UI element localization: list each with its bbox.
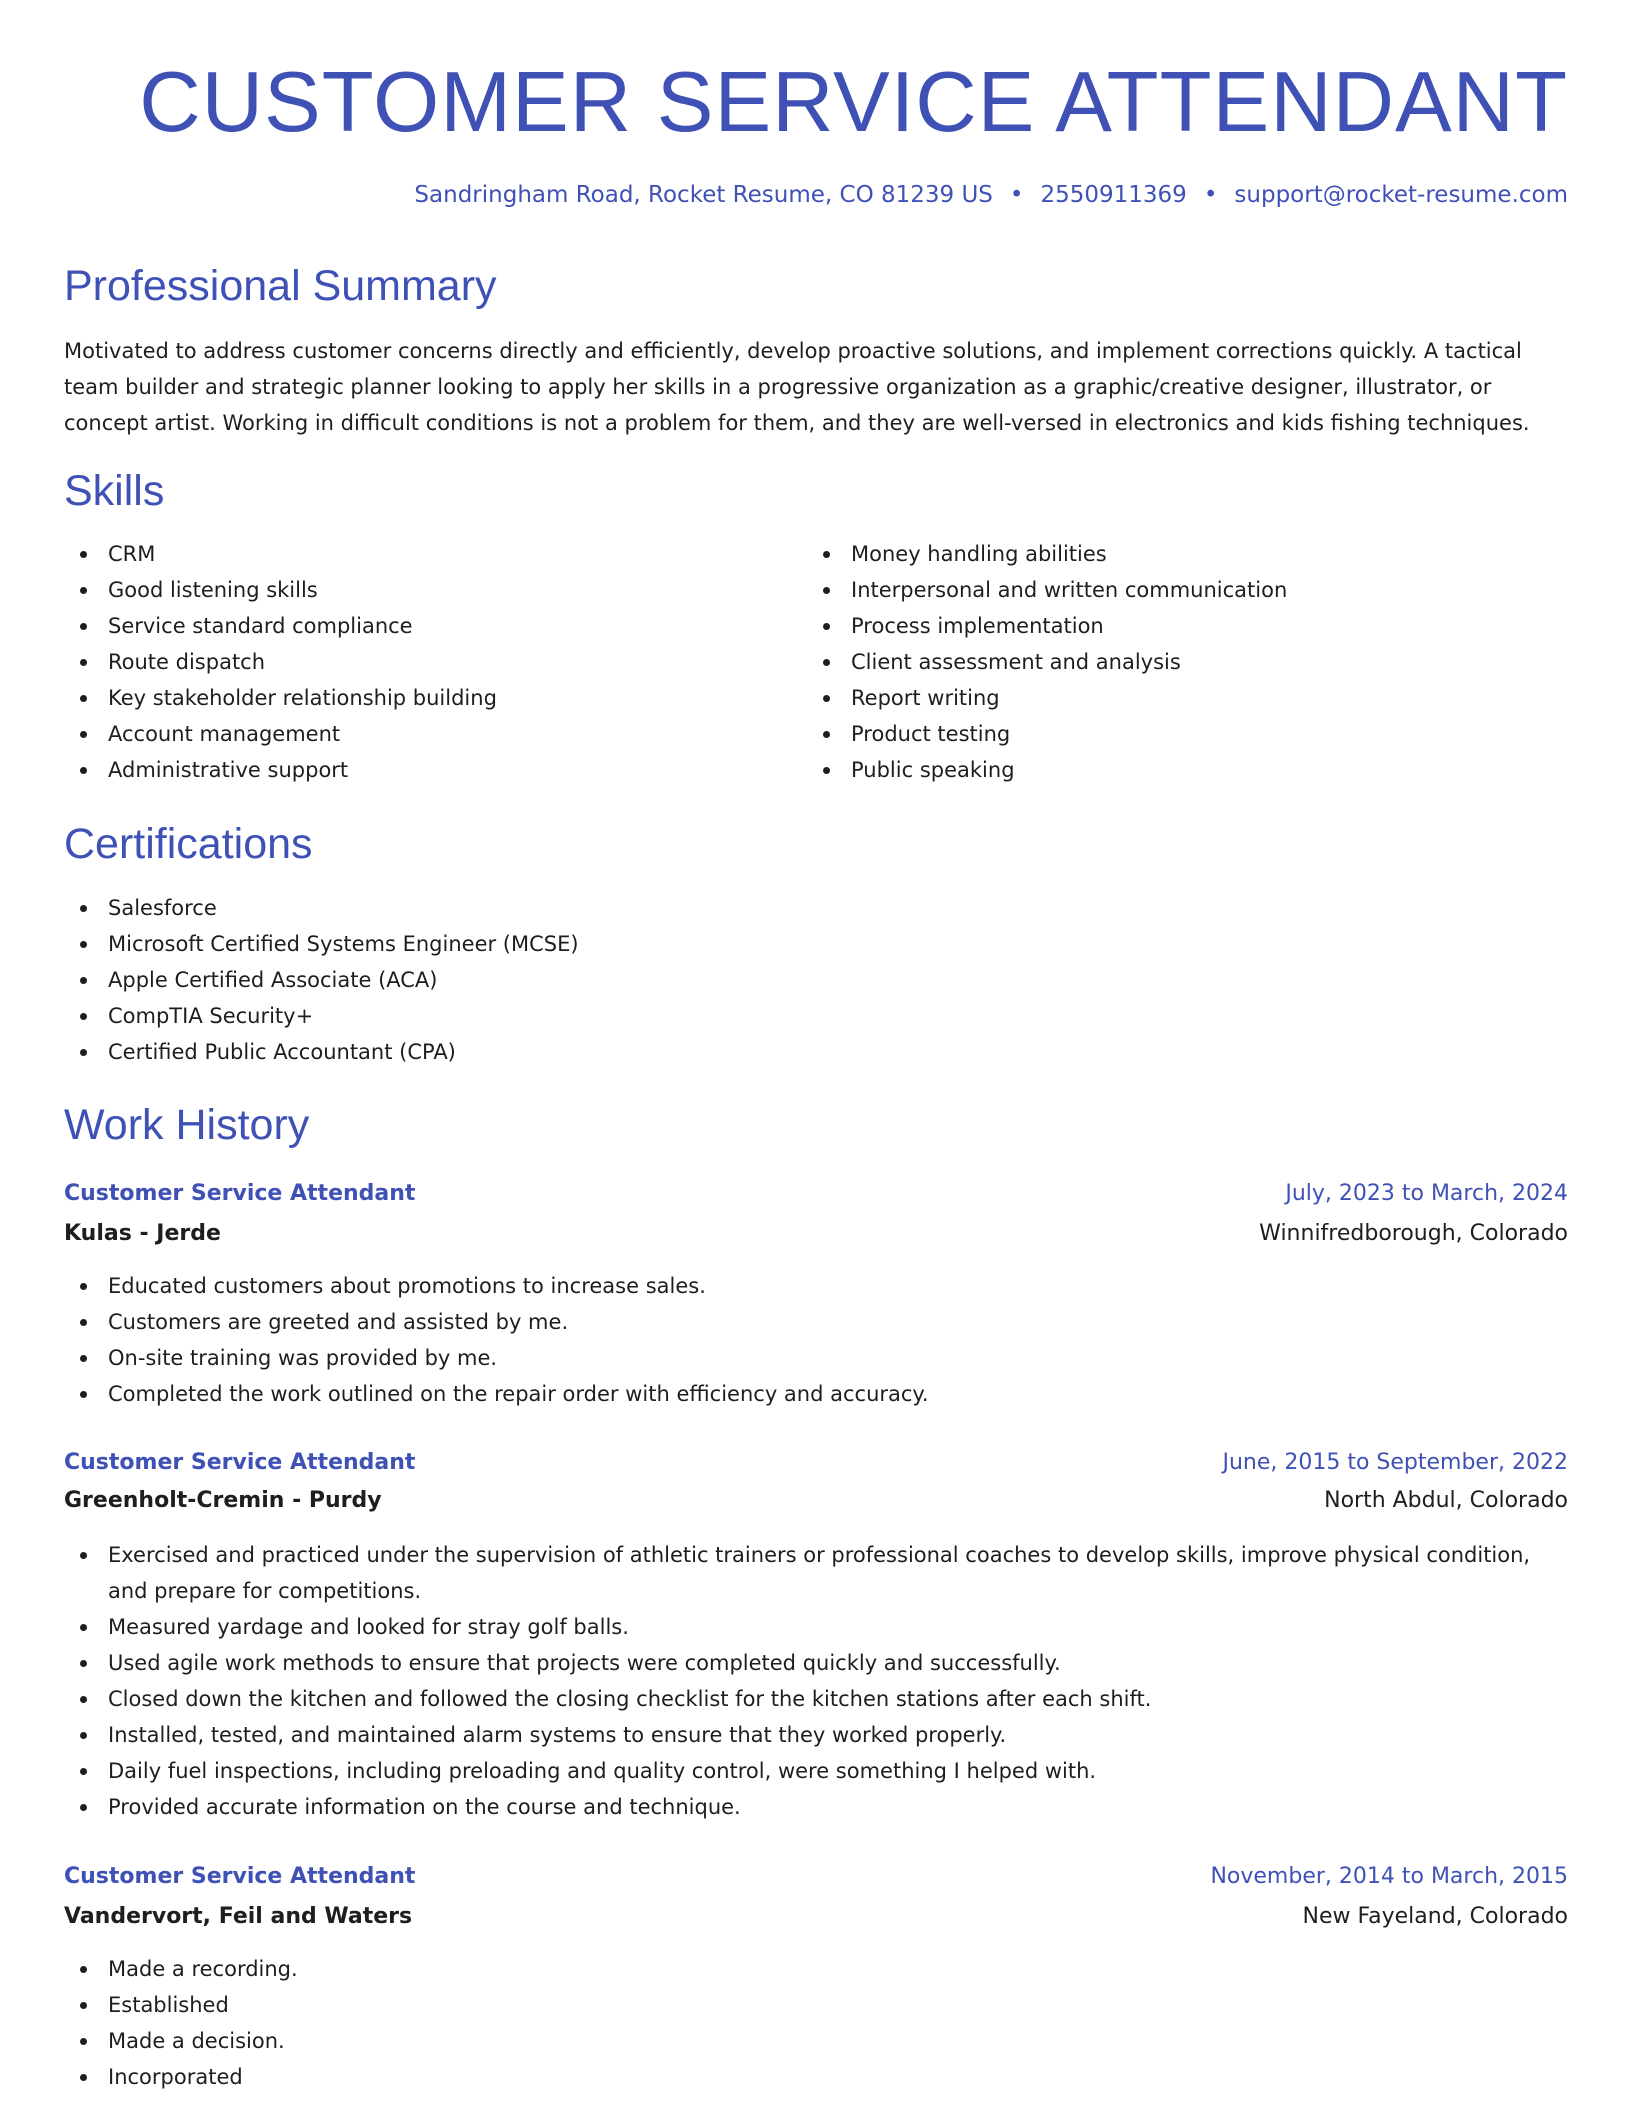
job-duty-item: Installed, tested, and maintained alarm systems to ensure that they worked properly. [64, 1717, 1568, 1753]
phone-text: 2550911369 [1040, 182, 1187, 208]
job-location: North Abdul, Colorado [1324, 1488, 1568, 1513]
certification-item: CompTIA Security+ [64, 998, 1064, 1034]
job-title: Customer Service Attendant [64, 1864, 416, 1889]
skill-item: CRM [64, 536, 764, 572]
job-title-row [64, 1176, 1568, 1212]
job-title: Customer Service Attendant [64, 1181, 416, 1206]
job-company-row [64, 1216, 1568, 1252]
candidate-name-heading: CUSTOMER SERVICE ATTENDANT [139, 55, 1568, 150]
job-duty-item: Daily fuel inspections, including preloading and quality control, were something I helped with. [64, 1753, 1568, 1789]
email-link[interactable]: support@rocket-resume.com [1234, 182, 1568, 208]
job-duties-list [64, 1951, 1568, 2095]
skill-item: Key stakeholder relationship building [64, 680, 764, 716]
job-company: Greenholt-Cremin - Purdy [64, 1488, 382, 1513]
professional-summary-text: Motivated to address customer concerns directly and efficiently, develop proactive solutions, and implement corrections quickly. A tactical team builder and strategic planner looking to apply her skills in a progressive organization as a graphic/creative designer, illustrator, or concept artist. Working in difficult conditions is not a problem for them, and they are well-versed in electronics and kids fishing techniques. [64, 339, 1530, 435]
certification-item: Apple Certified Associate (ACA) [64, 962, 1064, 998]
skills-heading: Skills [64, 467, 165, 515]
job-title-row [64, 1859, 1568, 1895]
job-title: Customer Service Attendant [64, 1450, 416, 1475]
skill-item: Product testing [807, 716, 1507, 752]
job-duty-item: Made a recording. [64, 1951, 1568, 1987]
skill-item: Service standard compliance [64, 608, 764, 644]
job-duties-list [64, 1537, 1568, 1825]
skill-item: Report writing [807, 680, 1507, 716]
skill-item: Public speaking [807, 752, 1507, 788]
job-duty-item: Closed down the kitchen and followed the closing checklist for the kitchen stations after each shift. [64, 1681, 1568, 1717]
skill-item: Process implementation [807, 608, 1507, 644]
job-location: Winnifredborough, Colorado [1259, 1221, 1568, 1246]
job-dates: November, 2014 to March, 2015 [1210, 1864, 1568, 1889]
skill-item: Route dispatch [64, 644, 764, 680]
skill-item: Good listening skills [64, 572, 764, 608]
skill-item: Administrative support [64, 752, 764, 788]
skill-item: Interpersonal and written communication [807, 572, 1507, 608]
job-dates: July, 2023 to March, 2024 [1285, 1181, 1568, 1206]
certification-item: Salesforce [64, 890, 1064, 926]
job-title-row [64, 1445, 1568, 1481]
skills-list-right [807, 536, 1507, 788]
skill-item: Client assessment and analysis [807, 644, 1507, 680]
job-duties-list [64, 1268, 1568, 1412]
job-company-row [64, 1899, 1568, 1935]
certification-item: Certified Public Accountant (CPA) [64, 1034, 1064, 1070]
skills-list-left [64, 536, 764, 788]
contact-separator: • [1203, 182, 1218, 208]
work-history-heading: Work History [64, 1101, 310, 1149]
job-location: New Fayeland, Colorado [1302, 1904, 1568, 1929]
contact-separator: • [1009, 182, 1024, 208]
professional-summary-heading: Professional Summary [64, 262, 497, 310]
skill-item: Account management [64, 716, 764, 752]
job-duty-item: Educated customers about promotions to increase sales. [64, 1268, 1568, 1304]
job-duty-item: Customers are greeted and assisted by me. [64, 1304, 1568, 1340]
job-duty-item: Made a decision. [64, 2023, 1568, 2059]
job-duty-item: On-site training was provided by me. [64, 1340, 1568, 1376]
job-company-row [64, 1483, 1568, 1519]
job-dates: June, 2015 to September, 2022 [1222, 1450, 1568, 1475]
job-duty-item: Used agile work methods to ensure that projects were completed quickly and successfully. [64, 1645, 1568, 1681]
job-duty-item: Established [64, 1987, 1568, 2023]
job-duty-item: Measured yardage and looked for stray golf balls. [64, 1609, 1568, 1645]
job-duty-item: Exercised and practiced under the supervision of athletic trainers or professional coaches to develop skills, improve physical condition, and prepare for competitions. [64, 1537, 1568, 1609]
job-duty-item: Incorporated [64, 2059, 1568, 2095]
contact-line [414, 180, 1568, 210]
job-company: Vandervort, Feil and Waters [64, 1904, 413, 1929]
job-company: Kulas - Jerde [64, 1221, 221, 1246]
skill-item: Money handling abilities [807, 536, 1507, 572]
address-text: Sandringham Road, Rocket Resume, CO 81239 US [414, 182, 993, 208]
certification-item: Microsoft Certified Systems Engineer (MCSE) [64, 926, 1064, 962]
certifications-list [64, 890, 1064, 1070]
job-duty-item: Completed the work outlined on the repair order with efficiency and accuracy. [64, 1376, 1568, 1412]
certifications-heading: Certifications [64, 820, 313, 868]
job-duty-item: Provided accurate information on the course and technique. [64, 1789, 1568, 1825]
